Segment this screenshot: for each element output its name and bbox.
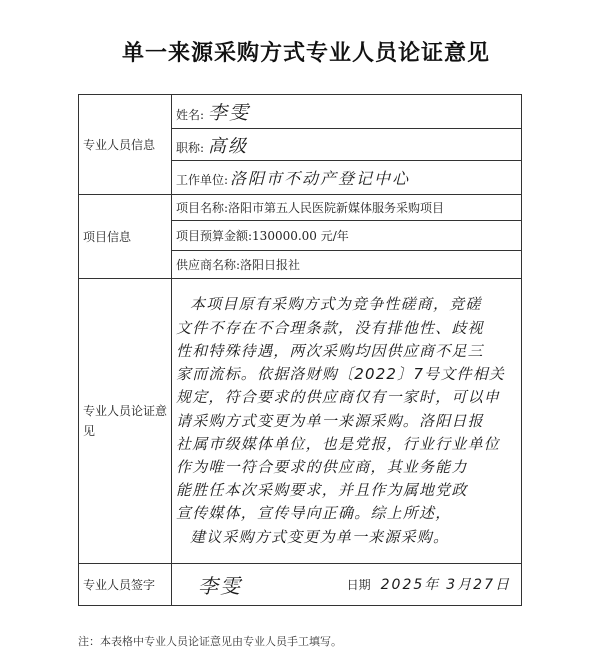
expert-info-label: 专业人员信息 bbox=[79, 95, 172, 195]
supplier-value: 洛阳日报社 bbox=[240, 258, 301, 273]
signature-cell bbox=[172, 563, 522, 605]
expert-name-row bbox=[79, 95, 522, 129]
project-info-label: 项目信息 bbox=[79, 195, 172, 279]
opinion-line: 规定，符合要求的供应商仅有一家时，可以申 bbox=[176, 388, 501, 407]
project-name-value: 洛阳市第五人民医院新媒体服务采购项目 bbox=[228, 201, 445, 216]
budget-value: 130000.00 元/年 bbox=[252, 229, 349, 244]
budget-cell bbox=[172, 221, 522, 251]
opinion-label: 专业人员论证意见 bbox=[79, 279, 172, 564]
name-handwritten-value: 李雯 bbox=[208, 102, 251, 125]
title-handwritten-value: 高级 bbox=[208, 135, 249, 157]
opinion-line: 文件不存在不合理条款，没有排他性、歧视 bbox=[176, 318, 484, 337]
opinion-row bbox=[79, 279, 522, 564]
signature-handwritten: 李雯 bbox=[198, 573, 242, 598]
opinion-line: 宣传媒体，宣传导向正确。综上所述， bbox=[176, 504, 452, 523]
title-label: 职称: bbox=[176, 140, 205, 155]
name-label: 姓名: bbox=[176, 108, 205, 123]
expert-title-cell bbox=[172, 129, 522, 161]
opinion-line: 性和特殊待遇，两次采购均因供应商不足三 bbox=[176, 341, 484, 360]
opinion-line: 能胜任本次采购要求，并且作为属地党政 bbox=[176, 481, 468, 500]
budget-label: 项目预算金额: bbox=[176, 229, 253, 244]
supplier-cell bbox=[172, 251, 522, 279]
date-year-handwritten: 2025年 bbox=[380, 577, 441, 594]
expert-unit-cell bbox=[172, 161, 522, 195]
supplier-label: 供应商名称: bbox=[176, 258, 241, 273]
project-name-row bbox=[79, 195, 522, 221]
demonstration-form bbox=[78, 94, 522, 606]
opinion-cell bbox=[172, 279, 522, 564]
unit-label: 工作单位: bbox=[176, 173, 229, 188]
opinion-line: 家而流标。依据洛财购〔2022〕7号文件相关 bbox=[176, 365, 506, 384]
date-month-day-handwritten: 3月27日 bbox=[446, 577, 511, 594]
project-name-cell bbox=[172, 195, 522, 221]
expert-name-cell bbox=[172, 95, 522, 129]
signature-row bbox=[79, 563, 522, 605]
opinion-line: 请采购方式变更为单一来源采购。洛阳日报 bbox=[176, 411, 484, 430]
footnote: 注：本表格中专业人员论证意见由专业人员手工填写。 bbox=[78, 635, 342, 648]
document-title: 单一来源采购方式专业人员论证意见 bbox=[121, 40, 490, 66]
opinion-conclusion: 建议采购方式变更为单一来源采购。 bbox=[190, 527, 450, 546]
date-label: 日期 bbox=[346, 577, 371, 592]
project-name-label: 项目名称: bbox=[176, 201, 229, 216]
opinion-line: 本项目原有采购方式为竞争性磋商，竞磋 bbox=[190, 295, 482, 314]
date-group bbox=[347, 574, 511, 594]
signature-label: 专业人员签字 bbox=[79, 563, 172, 605]
opinion-line: 作为唯一符合要求的供应商，其业务能力 bbox=[176, 457, 468, 476]
unit-handwritten-value: 洛阳市不动产登记中心 bbox=[230, 169, 411, 189]
opinion-line: 社属市级媒体单位，也是党报，行业行业单位 bbox=[176, 434, 501, 453]
